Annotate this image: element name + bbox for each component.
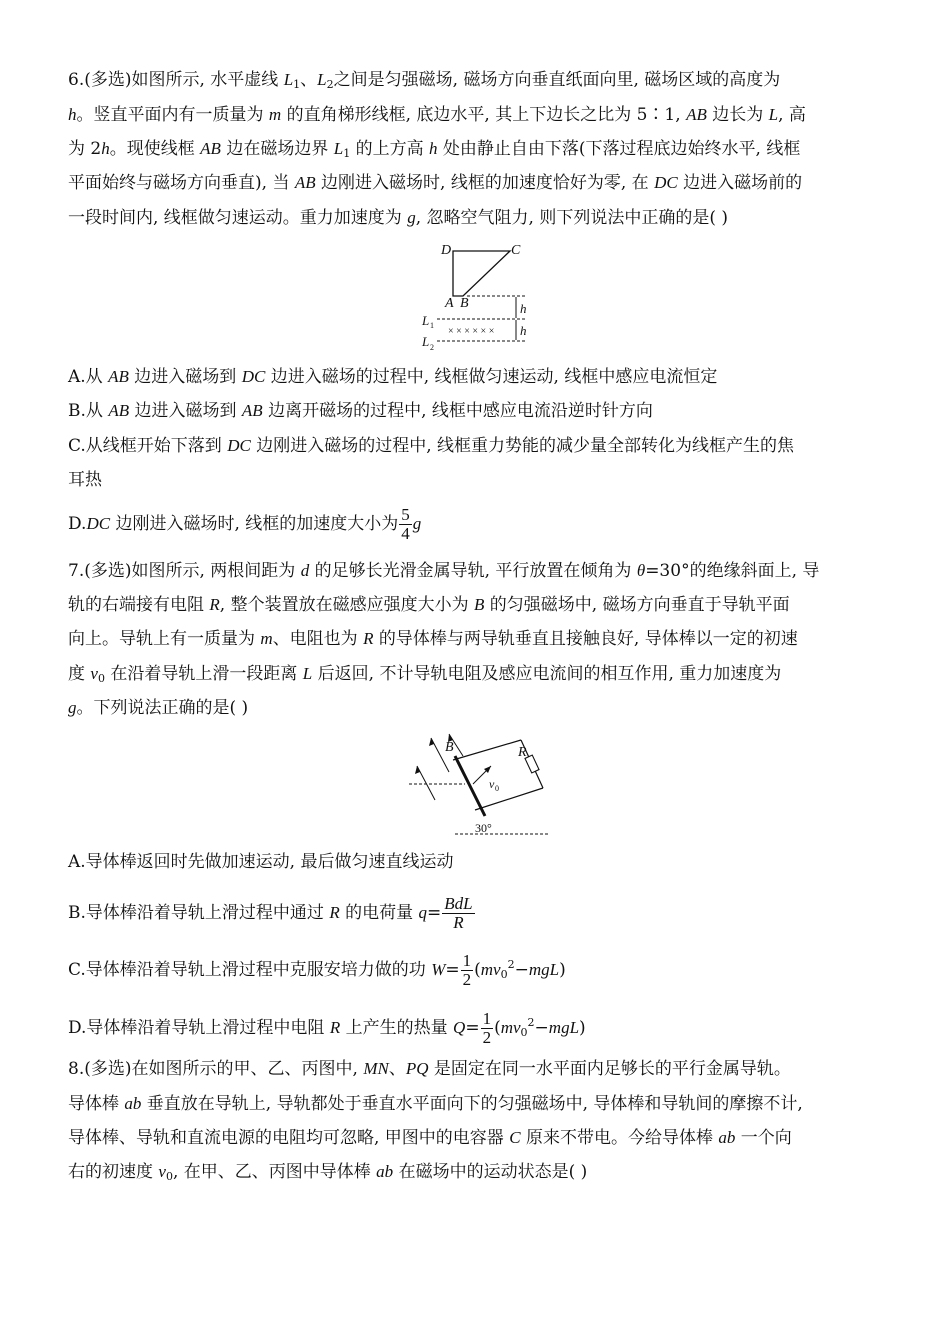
label-L2-sub: 2 (430, 343, 434, 352)
q7-stem-line-1: 7.(多选)如图所示, 两根间距为 d 的足够长光滑金属导轨, 平行放置在倾角为 θ=30°的绝缘斜面上, 导 (68, 561, 820, 581)
q6-stem-line-1: 6.(多选)如图所示, 水平虚线 $L_1$、$L_2$之间是匀强磁场, 磁场方向垂直纸面向里, 磁场区域的高度为 (68, 70, 781, 91)
rail-bottom (475, 788, 543, 810)
q7-option-d[interactable]: D.导体棒沿着导轨上滑过程中电阻 R 上产生的热量 Q= $\frac{1}{2}$ $(mv_0^2-mgL)$ (68, 1009, 586, 1047)
fraction-BdL-R: $\frac{\text{BdL}}{R}$ (444, 894, 473, 932)
label-B: B (445, 740, 454, 755)
q6-stem-line-4: 平面始终与磁场方向垂直), 当 AB 边刚进入磁场时, 线框的加速度恰好为零, 在 DC 边进入磁场前的 (68, 173, 803, 193)
fraction-1-2-d: $\frac{1}{2}$ (482, 1009, 492, 1047)
field-crosses: × × × × × × (448, 326, 495, 337)
fraction-1-2-c: $\frac{1}{2}$ (462, 951, 472, 989)
label-h-lower: h (520, 323, 527, 338)
label-B: B (460, 296, 469, 311)
q7-stem-line-2: 轨的右端接有电阻 R, 整个装置放在磁感应强度大小为 B 的匀强磁场中, 磁场方向垂直于导轨平面 (68, 595, 790, 615)
field-line-2 (417, 766, 435, 800)
label-R: R (518, 745, 527, 760)
label-L1-sub: 1 (430, 321, 434, 330)
label-L2: L (422, 334, 430, 349)
q6-stem-line-5: 一段时间内, 线框做匀速运动。重力加速度为 g, 忽略空气阻力, 则下列说法中正确的是( ) (68, 208, 729, 228)
label-v0: v (489, 777, 495, 791)
q8-stem-line-4: 右的初速度 $v_0$, 在甲、乙、丙图中导体棒 ab 在磁场中的运动状态是( ) (68, 1162, 588, 1183)
resistor-R (525, 755, 539, 773)
trapezoid-frame (453, 251, 510, 296)
q6-option-c-cont: 耳热 (68, 470, 102, 490)
q8-stem-line-2: 导体棒 ab 垂直放在导轨上, 导轨都处于垂直水平面向下的匀强磁场中, 导体棒和导轨间的摩擦不计, (68, 1094, 803, 1114)
q6-option-a[interactable]: A.从 AB 边进入磁场到 DC 边进入磁场的过程中, 线框做匀速运动, 线框中感应电流恒定 (68, 367, 718, 387)
q7-option-a[interactable]: A.导体棒返回时先做加速运动, 最后做匀速直线运动 (68, 852, 454, 872)
q7-stem-line-3: 向上。导轨上有一质量为 m、电阻也为 R 的导体棒与两导轨垂直且接触良好, 导体棒以一定的初速 (68, 629, 798, 649)
rail-top (453, 740, 521, 760)
q7-option-c[interactable]: C.导体棒沿着导轨上滑过程中克服安培力做的功 W= $\frac{1}{2}$ $(mv_0^2-mgL)$ (68, 951, 566, 989)
q7-incline-figure (405, 730, 555, 838)
q8-stem-line-3: 导体棒、导轨和直流电源的电阻均可忽略, 甲图中的电容器 C 原来不带电。今给导体棒 ab 一个向 (68, 1128, 792, 1148)
q7-option-b[interactable]: B.导体棒沿着导轨上滑过程中通过 R 的电荷量 q= $\frac{\text{BdL}}{R}$ (68, 894, 473, 932)
q6-stem-line-3: 为 2h。现使线框 AB 边在磁场边界 $L_1$ 的上方高 h 处由静止自由下落(下落过程底边始终水平, 线框 (68, 139, 801, 160)
label-A: A (445, 296, 454, 311)
q7-stem-line-4: 度 $v_0$ 在沿着导轨上滑一段距离 L 后返回, 不计导轨电阻及感应电流间的相互作用, 重力加速度为 (68, 664, 782, 685)
q6-option-d[interactable]: D.DC 边刚进入磁场时, 线框的加速度大小为 $\frac{5}{4}$ g (68, 505, 422, 543)
label-D: D (441, 243, 452, 258)
label-C: C (511, 243, 521, 258)
q6-option-b[interactable]: B.从 AB 边进入磁场到 AB 边离开磁场的过程中, 线框中感应电流沿逆时针方向 (68, 401, 653, 421)
q7-stem-line-5: g。下列说法正确的是( ) (68, 698, 249, 718)
q6-option-c[interactable]: C.从线框开始下落到 DC 边刚进入磁场的过程中, 线框重力势能的减少量全部转化为线框产生的焦 (68, 436, 795, 456)
label-angle: 30° (475, 821, 492, 835)
q8-stem-line-1: 8.(多选)在如图所示的甲、乙、丙图中, MN、PQ 是固定在同一水平面内足够长的平行金属导轨。 (68, 1059, 791, 1079)
conductor-rod (455, 756, 485, 816)
q6-stem-line-2: h。竖直平面内有一质量为 m 的直角梯形线框, 底边水平, 其上下边长之比为 5∶1, AB 边长为 L, 高 (68, 105, 806, 125)
label-h-upper: h (520, 301, 527, 316)
label-v0-sub: 0 (495, 784, 499, 793)
fraction-5-4: $\frac{5}{4}$ (401, 505, 410, 543)
q6-trapezoid-figure (415, 236, 545, 354)
label-L1: L (422, 313, 430, 328)
